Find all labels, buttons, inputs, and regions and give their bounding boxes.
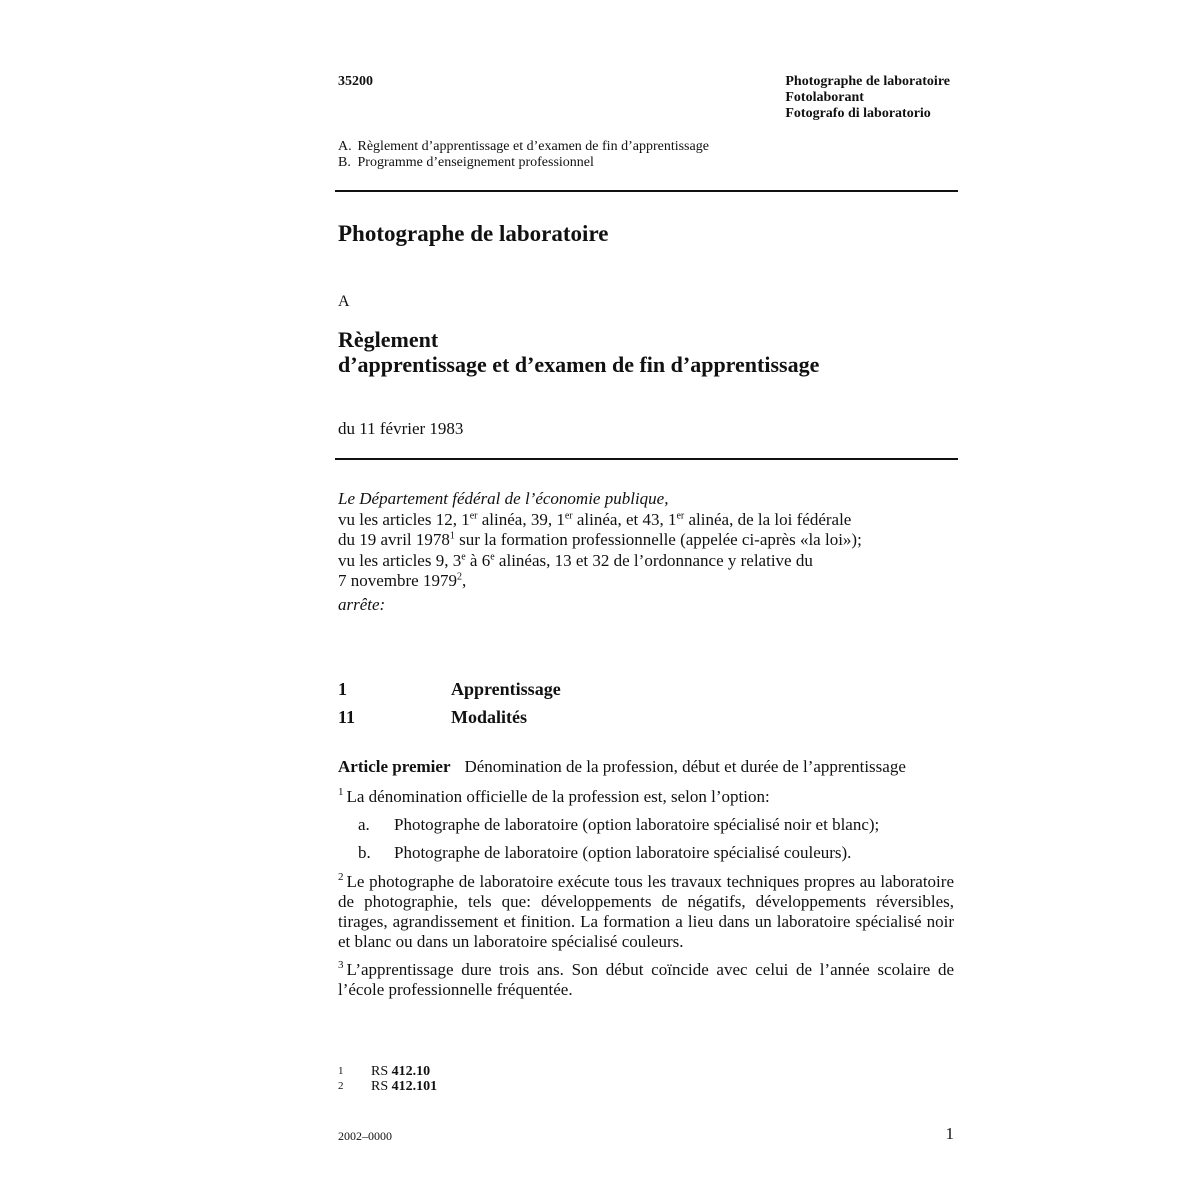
footer-code: 2002–0000 (338, 1129, 392, 1143)
list-item: b. Photographe de laboratoire (option laboratoire spécialisé couleurs). (358, 843, 852, 862)
header-title-it: Fotografo di laboratorio (785, 106, 931, 121)
footnote: 2 RS 412.101 (338, 1079, 438, 1094)
section-heading-1: 1 Apprentissage (338, 679, 561, 699)
header-titles (785, 74, 950, 122)
regulation-date: du 11 février 1983 (338, 419, 464, 438)
arrete: arrête: (338, 594, 386, 614)
list-item: a. Photographe de laboratoire (option laboratoire spécialisé noir et blanc); (358, 815, 880, 834)
document-code: 35200 (338, 74, 373, 89)
article-heading: Article premier Dénomination de la profession, début et durée de l’apprentissage (338, 757, 906, 776)
part-letter: A (338, 293, 350, 310)
regulation-title: Règlement d’apprentissage et d’examen de fin d’apprentissage (338, 327, 820, 377)
divider-top (335, 190, 958, 192)
divider-middle (335, 458, 958, 460)
header-title-de: Fotolaborant (785, 90, 864, 105)
footnote: 1 RS 412.10 (338, 1064, 431, 1079)
preamble (338, 489, 958, 615)
preamble-text: vu les articles 12, 1er alinéa, 39, 1er alinéa, et 43, 1er alinéa, de la loi fédérale du 19 avril 1978$^1$ sur la formation professionnelle (appelée ci-après «la loi»); vu les articles 9, 3e à 6e alinéas, 13 et 32 de l’ordonnance y relative du 7 novembre 1979$^2$, (338, 509, 862, 590)
contents-item-b: B. Programme d’enseignement professionnel (338, 155, 594, 170)
page-title: Photographe de laboratoire (338, 221, 609, 246)
header-title-fr: Photographe de laboratoire (785, 74, 950, 89)
contents-item-a: A. Règlement d’apprentissage et d’examen de fin d’apprentissage (338, 139, 709, 154)
footnotes (338, 1064, 437, 1094)
contents-list (338, 139, 709, 171)
issuing-authority: Le Département fédéral de l’économie publique, (338, 489, 669, 508)
section-heading-11: 11 Modalités (338, 707, 527, 727)
article-paragraph-2: $^2$ Le photographe de laboratoire exécute tous les travaux techniques propres au laboratoire de photographie, tels que: développements de négatifs, développements réversibles, tirages, agrandissement et finition. La formation a lieu dans un laboratoire spécialisé noir et blanc ou dans un laboratoire spécialisé couleurs. (338, 871, 954, 951)
article-paragraph-1: $^1$ La dénomination officielle de la profession est, selon l’option: (338, 786, 770, 806)
page-number: 1 (945, 1124, 954, 1143)
article-paragraph-3: $^3$ L’apprentissage dure trois ans. Son début coïncide avec celui de l’année scolaire de l’école professionnelle fréquentée. (338, 959, 954, 999)
